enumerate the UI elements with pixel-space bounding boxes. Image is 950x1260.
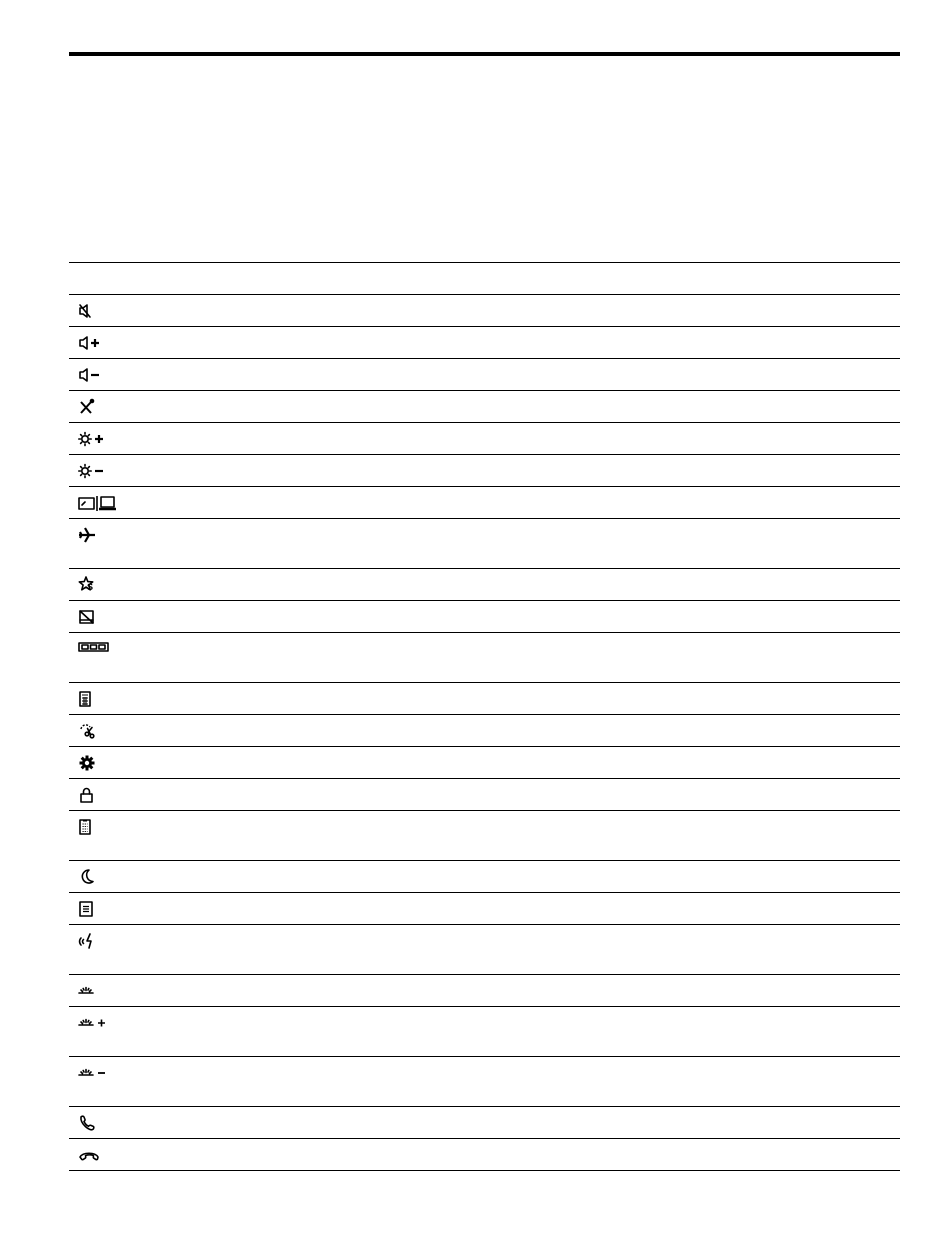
table-row xyxy=(69,893,900,925)
key-description-cell xyxy=(318,327,900,359)
key-icon-cell xyxy=(69,569,318,601)
keyboard-backlight-up-icon xyxy=(78,1013,108,1033)
table-row xyxy=(69,925,900,975)
key-description-cell xyxy=(318,975,900,1007)
table-row xyxy=(69,569,900,601)
calculator-icon xyxy=(78,689,94,709)
show-all-apps-icon xyxy=(78,639,110,659)
key-icon-cell xyxy=(69,1057,318,1107)
table-row xyxy=(69,455,900,487)
key-icon-cell xyxy=(69,779,318,811)
document-icon xyxy=(78,899,98,919)
key-description-cell xyxy=(318,893,900,925)
key-icon-cell xyxy=(69,1107,318,1139)
key-description-cell xyxy=(318,1057,900,1107)
key-description-cell xyxy=(318,633,900,683)
brightness-up-icon xyxy=(78,429,106,449)
table-body xyxy=(69,263,900,1171)
key-description-cell xyxy=(318,1007,900,1057)
key-icon-cell xyxy=(69,359,318,391)
answer-call-icon xyxy=(78,1113,98,1133)
table-row xyxy=(69,1007,900,1057)
key-icon-cell xyxy=(69,925,318,975)
key-description-cell xyxy=(318,601,900,633)
key-description-cell xyxy=(318,455,900,487)
key-description-cell xyxy=(318,569,900,601)
airplane-mode-icon xyxy=(78,525,98,545)
microphone-mute-icon xyxy=(78,397,98,417)
table-row xyxy=(69,1139,900,1171)
key-icon-cell xyxy=(69,715,318,747)
table-row xyxy=(69,423,900,455)
top-rule xyxy=(69,52,900,56)
table-row xyxy=(69,487,900,519)
key-description-cell xyxy=(318,715,900,747)
display-switch-icon xyxy=(78,493,120,513)
key-description-cell xyxy=(318,1107,900,1139)
key-icon-cell xyxy=(69,975,318,1007)
key-description-cell xyxy=(318,811,900,861)
table-row xyxy=(69,601,900,633)
table-row xyxy=(69,975,900,1007)
table-row xyxy=(69,779,900,811)
key-icon-cell xyxy=(69,519,318,569)
volume-up-icon xyxy=(78,333,104,353)
smart-function-icon xyxy=(78,575,98,595)
table-row xyxy=(69,391,900,423)
table-row xyxy=(69,811,900,861)
key-description-cell xyxy=(318,683,900,715)
key-description-cell xyxy=(318,423,900,455)
key-icon-cell xyxy=(69,295,318,327)
key-description-cell xyxy=(318,391,900,423)
key-icon-cell xyxy=(69,327,318,359)
table-row xyxy=(69,1107,900,1139)
key-description-cell xyxy=(318,1139,900,1171)
svg-text:S: S xyxy=(87,582,94,592)
header-cell-icon xyxy=(69,263,318,295)
key-icon-cell xyxy=(69,1139,318,1171)
key-icon-cell xyxy=(69,861,318,893)
key-icon-cell xyxy=(69,487,318,519)
key-icon-cell xyxy=(69,811,318,861)
settings-gear-icon xyxy=(78,753,98,773)
voice-typing-icon xyxy=(78,931,98,951)
volume-down-icon xyxy=(78,365,104,385)
key-icon-cell xyxy=(69,893,318,925)
touchpad-off-icon xyxy=(78,607,98,627)
key-icon-cell xyxy=(69,601,318,633)
table-header-row xyxy=(69,263,900,295)
key-icon-cell xyxy=(69,683,318,715)
table-row xyxy=(69,327,900,359)
key-icon-cell xyxy=(69,423,318,455)
key-icon-cell xyxy=(69,1007,318,1057)
table-row xyxy=(69,519,900,569)
table-row xyxy=(69,295,900,327)
key-icon-cell xyxy=(69,455,318,487)
speaker-mute-icon xyxy=(78,301,98,321)
table-row xyxy=(69,861,900,893)
table-row xyxy=(69,747,900,779)
keyboard-backlight-icon xyxy=(78,981,98,1001)
keyboard-backlight-down-icon xyxy=(78,1063,108,1083)
key-description-cell xyxy=(318,861,900,893)
key-description-cell xyxy=(318,925,900,975)
lock-icon xyxy=(78,785,98,805)
key-description-cell xyxy=(318,295,900,327)
table-row xyxy=(69,1057,900,1107)
end-call-icon xyxy=(78,1145,102,1165)
key-description-cell xyxy=(318,747,900,779)
header-cell-description xyxy=(318,263,900,295)
key-icon-cell xyxy=(69,391,318,423)
sleep-moon-icon xyxy=(78,867,98,887)
brightness-down-icon xyxy=(78,461,106,481)
function-key-table xyxy=(69,262,900,1171)
key-description-cell xyxy=(318,487,900,519)
key-icon-cell xyxy=(69,633,318,683)
clipboard-icon xyxy=(78,817,94,837)
table-row xyxy=(69,683,900,715)
key-description-cell xyxy=(318,359,900,391)
key-icon-cell xyxy=(69,747,318,779)
key-description-cell xyxy=(318,519,900,569)
table-row xyxy=(69,359,900,391)
table-row xyxy=(69,715,900,747)
table-row xyxy=(69,633,900,683)
snipping-tool-icon xyxy=(78,721,98,741)
key-description-cell xyxy=(318,779,900,811)
